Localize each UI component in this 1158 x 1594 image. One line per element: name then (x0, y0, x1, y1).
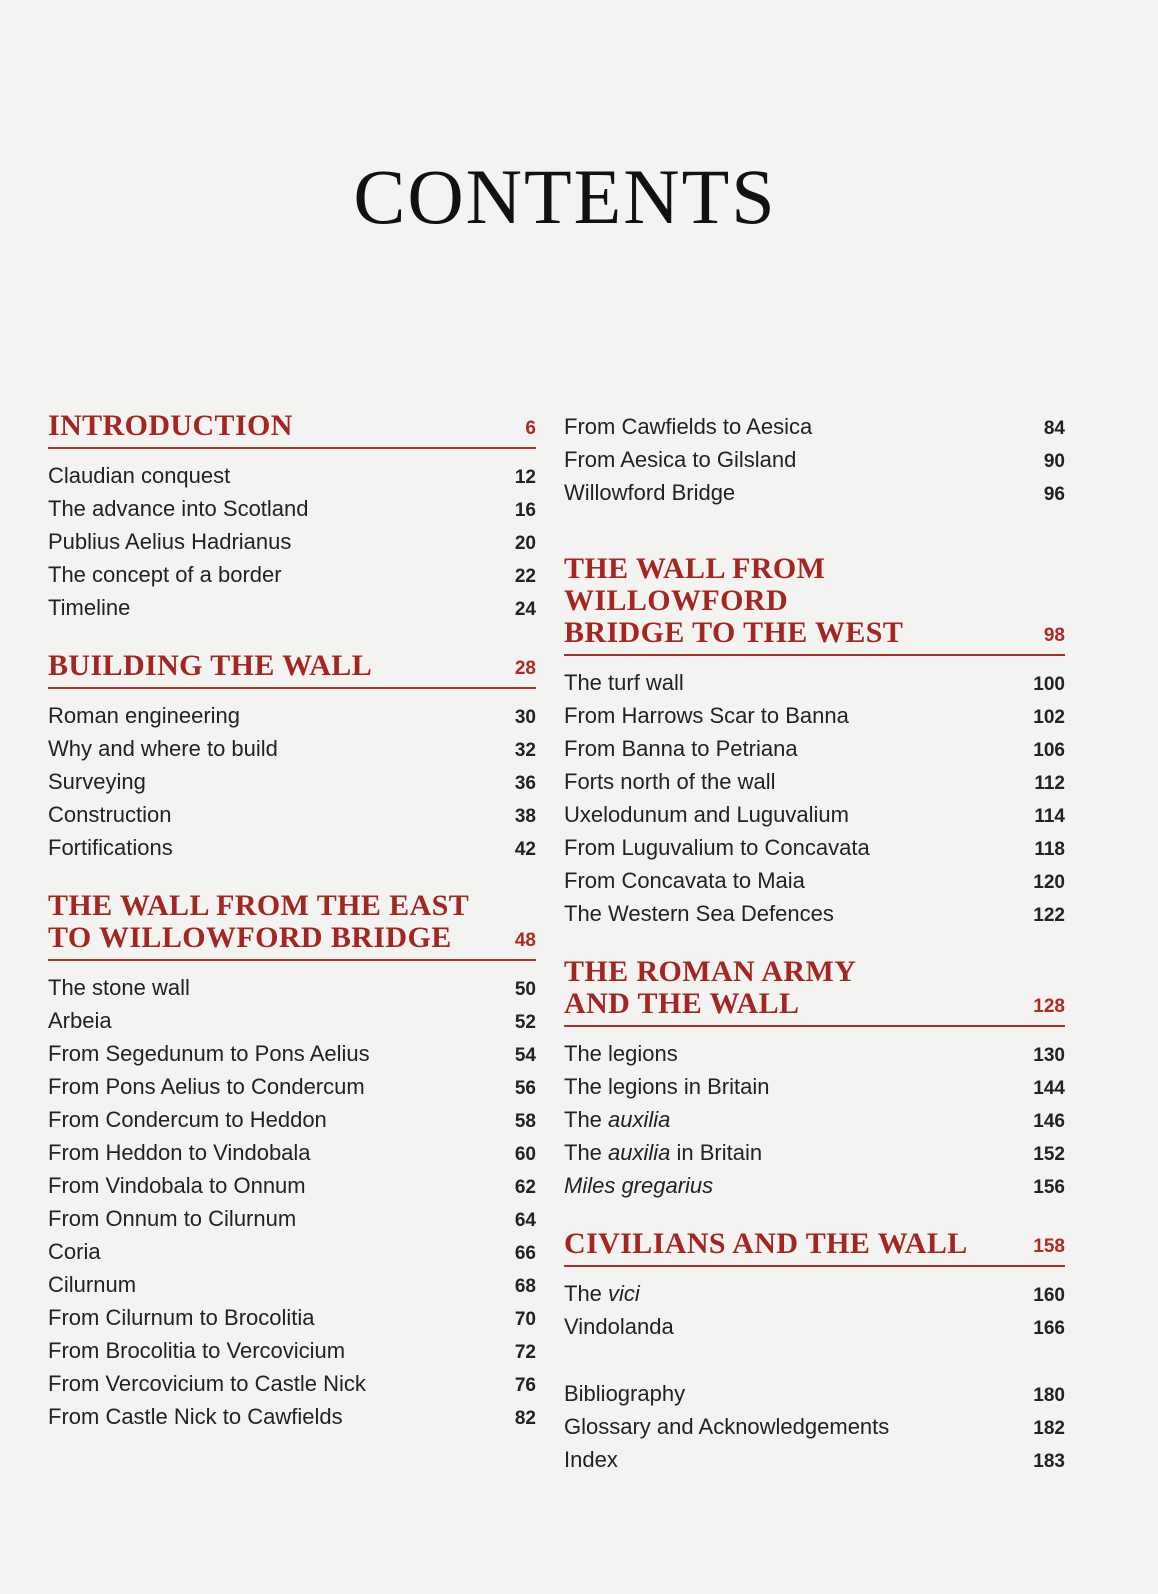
toc-entry (48, 525, 536, 558)
entry-page-number: 66 (514, 1243, 536, 1264)
toc-entry (48, 1136, 536, 1169)
entry-label (564, 1103, 670, 1136)
section-title-line: THE ROMAN ARMY (564, 955, 857, 988)
entry-label: From Condercum to Heddon (48, 1107, 327, 1132)
entry-page-number: 62 (514, 1177, 536, 1198)
entry-label: Cilurnum (48, 1272, 137, 1297)
toc-entry (564, 1136, 1065, 1169)
toc-section-building-the-wall (48, 650, 536, 864)
entry-label: From Castle Nick to Cawfields (48, 1404, 343, 1429)
toc-entry (48, 1301, 536, 1334)
toc-entry (564, 1277, 1065, 1310)
toc-entry (564, 1377, 1065, 1410)
entry-label: Uxelodunum and Luguvalium (564, 802, 849, 827)
entry-list (564, 666, 1065, 930)
entry-label: From Aesica to Gilsland (564, 447, 797, 472)
entry-label-prefix: The (564, 1107, 609, 1132)
toc-entry (48, 1169, 536, 1202)
entry-label: From Concavata to Maia (564, 868, 805, 893)
entry-label: The concept of a border (48, 562, 282, 587)
entry-page-number: 84 (1043, 418, 1065, 439)
entry-label: Glossary and Acknowledgements (564, 1414, 890, 1439)
toc-entry (48, 1334, 536, 1367)
section-title: BUILDING THE WALL (48, 649, 373, 682)
entry-page-number: 120 (1033, 872, 1065, 893)
toc-entry (564, 765, 1065, 798)
entry-page-number: 56 (514, 1078, 536, 1099)
entry-page-number: 52 (514, 1012, 536, 1033)
entry-page-number: 38 (514, 806, 536, 827)
toc-entry (564, 476, 1065, 509)
back-matter-list (564, 1377, 1065, 1476)
entry-page-number: 156 (1033, 1177, 1065, 1198)
entry-label-italic: vici (608, 1281, 640, 1306)
section-title-line: AND THE WALL (564, 987, 800, 1020)
entry-label-italic: auxilia (608, 1107, 671, 1132)
entry-page-number: 152 (1033, 1144, 1065, 1165)
entry-page-number: 102 (1033, 707, 1065, 728)
entry-label: Roman engineering (48, 703, 241, 728)
entry-page-number: 144 (1033, 1078, 1065, 1099)
toc-entry (48, 1202, 536, 1235)
toc-entry (564, 798, 1065, 831)
toc-entry (564, 1410, 1065, 1443)
entry-page-number: 166 (1033, 1318, 1065, 1339)
toc-entry (564, 699, 1065, 732)
entry-page-number: 68 (514, 1276, 536, 1297)
entry-label: Surveying (48, 769, 146, 794)
entry-page-number: 180 (1033, 1385, 1065, 1406)
entry-label (564, 1169, 713, 1202)
toc-entry (48, 1004, 536, 1037)
toc-section-civilians (564, 1228, 1065, 1343)
toc-entry (48, 798, 536, 831)
section-heading (48, 410, 536, 449)
entry-page-number: 54 (514, 1045, 536, 1066)
section-title: INTRODUCTION (48, 409, 293, 442)
entry-page-number: 70 (514, 1309, 536, 1330)
toc-entry (48, 591, 536, 624)
entry-page-number: 90 (1043, 451, 1065, 472)
entry-label: Why and where to build (48, 736, 278, 761)
entry-label: From Vindobala to Onnum (48, 1173, 306, 1198)
entry-page-number: 146 (1033, 1111, 1065, 1132)
toc-entry (564, 831, 1065, 864)
toc-entry (48, 1103, 536, 1136)
toc-entry (48, 1400, 536, 1433)
entry-label: Construction (48, 802, 172, 827)
toc-entry (564, 1070, 1065, 1103)
entry-label: From Luguvalium to Concavata (564, 835, 870, 860)
entry-label: The stone wall (48, 975, 190, 1000)
toc-entry (48, 831, 536, 864)
entry-label (564, 1277, 640, 1310)
section-title-line: THE WALL FROM THE EAST (48, 889, 470, 922)
entry-label-prefix: The (564, 1140, 609, 1165)
toc-section-wall-willowford-to-west (564, 553, 1065, 930)
toc-left-column (48, 410, 536, 1459)
section-heading (48, 650, 536, 689)
entry-label: From Cawfields to Aesica (564, 414, 813, 439)
entry-label: Coria (48, 1239, 101, 1264)
entry-label: Timeline (48, 595, 131, 620)
entry-label (564, 1136, 762, 1169)
entry-page-number: 96 (1043, 484, 1065, 505)
page-title: CONTENTS (353, 153, 777, 240)
entry-page-number: 100 (1033, 674, 1065, 695)
entry-label: Bibliography (564, 1381, 686, 1406)
entry-page-number: 160 (1033, 1285, 1065, 1306)
entry-list (48, 459, 536, 624)
section-heading (564, 1228, 1065, 1267)
entry-label: Forts north of the wall (564, 769, 776, 794)
section-title (48, 890, 469, 954)
toc-entry (564, 1037, 1065, 1070)
entry-page-number: 183 (1033, 1451, 1065, 1472)
section-title-line: TO WILLOWFORD BRIDGE (48, 921, 452, 954)
entry-list (564, 1037, 1065, 1202)
toc-entry (564, 1310, 1065, 1343)
entry-label: Index (564, 1447, 618, 1472)
entry-page-number: 122 (1033, 905, 1065, 926)
entry-page-number: 72 (514, 1342, 536, 1363)
entry-label-prefix: The (564, 1281, 609, 1306)
entry-label: From Cilurnum to Brocolitia (48, 1305, 315, 1330)
entry-label: From Segedunum to Pons Aelius (48, 1041, 370, 1066)
entry-page-number: 12 (514, 467, 536, 488)
entry-page-number: 36 (514, 773, 536, 794)
entry-label: The turf wall (564, 670, 684, 695)
toc-entry (48, 971, 536, 1004)
entry-label: From Onnum to Cilurnum (48, 1206, 297, 1231)
entry-label: The Western Sea Defences (564, 901, 834, 926)
section-title-line: BRIDGE TO THE WEST (564, 616, 904, 649)
entry-label: From Vercovicium to Castle Nick (48, 1371, 366, 1396)
toc-section-roman-army (564, 956, 1065, 1202)
toc-entry (48, 459, 536, 492)
section-page-number: 6 (525, 418, 536, 439)
entry-label: The advance into Scotland (48, 496, 309, 521)
toc-entry (564, 1169, 1065, 1202)
toc-section-wall-east-to-willowford (48, 890, 536, 1433)
entry-page-number: 64 (514, 1210, 536, 1231)
section-title (564, 956, 856, 1020)
entry-list (48, 971, 536, 1433)
entry-page-number: 58 (514, 1111, 536, 1132)
toc-entry (564, 410, 1065, 443)
entry-label: Arbeia (48, 1008, 112, 1033)
entry-list (564, 1277, 1065, 1343)
entry-page-number: 82 (514, 1408, 536, 1429)
toc-entry (564, 1103, 1065, 1136)
toc-entry (48, 1268, 536, 1301)
toc-entry (48, 732, 536, 765)
entry-page-number: 130 (1033, 1045, 1065, 1066)
toc-entry (48, 558, 536, 591)
toc-entry (564, 1443, 1065, 1476)
entry-label: From Banna to Petriana (564, 736, 798, 761)
entry-page-number: 106 (1033, 740, 1065, 761)
toc-entry (564, 732, 1065, 765)
toc-right-column (564, 410, 1065, 1476)
section-heading (48, 890, 536, 961)
section-heading (564, 956, 1065, 1027)
entry-label: Publius Aelius Hadrianus (48, 529, 292, 554)
section-heading (564, 553, 1065, 656)
toc-section-introduction (48, 410, 536, 624)
toc-entry (48, 699, 536, 732)
section-page-number: 128 (1033, 996, 1065, 1017)
entry-label: The legions in Britain (564, 1074, 770, 1099)
continued-entry-list (564, 410, 1065, 509)
entry-label: From Brocolitia to Vercovicium (48, 1338, 346, 1363)
toc-entry (48, 1070, 536, 1103)
toc-entry (564, 864, 1065, 897)
section-page-number: 98 (1043, 625, 1065, 646)
entry-label: From Harrows Scar to Banna (564, 703, 849, 728)
entry-page-number: 22 (514, 566, 536, 587)
entry-label: Fortifications (48, 835, 173, 860)
entry-page-number: 20 (514, 533, 536, 554)
entry-label: From Heddon to Vindobala (48, 1140, 311, 1165)
entry-page-number: 60 (514, 1144, 536, 1165)
toc-entry (564, 443, 1065, 476)
toc-entry (564, 897, 1065, 930)
section-page-number: 48 (514, 930, 536, 951)
toc-entry (48, 1037, 536, 1070)
toc-entry (564, 666, 1065, 699)
section-page-number: 158 (1033, 1236, 1065, 1257)
entry-page-number: 16 (514, 500, 536, 521)
toc-entry (48, 492, 536, 525)
entry-label: Willowford Bridge (564, 480, 736, 505)
entry-label: Vindolanda (564, 1314, 674, 1339)
toc-entry (48, 1367, 536, 1400)
section-title (564, 553, 1044, 649)
entry-page-number: 30 (514, 707, 536, 728)
entry-label-italic: Miles gregarius (564, 1173, 714, 1198)
section-page-number: 28 (514, 658, 536, 679)
entry-page-number: 112 (1034, 773, 1065, 794)
toc-entry (48, 1235, 536, 1268)
entry-page-number: 32 (514, 740, 536, 761)
entry-page-number: 42 (514, 839, 536, 860)
section-title: CIVILIANS AND THE WALL (564, 1227, 968, 1260)
entry-label: Claudian conquest (48, 463, 231, 488)
section-title-line: THE WALL FROM WILLOWFORD (564, 552, 826, 617)
entry-label: The legions (564, 1041, 678, 1066)
entry-page-number: 182 (1033, 1418, 1065, 1439)
entry-label-italic: auxilia (608, 1140, 671, 1165)
spacer (564, 1369, 1065, 1377)
entry-page-number: 118 (1034, 839, 1065, 860)
toc-entry (48, 765, 536, 798)
entry-label-suffix: in Britain (670, 1140, 763, 1165)
entry-page-number: 76 (514, 1375, 536, 1396)
spacer (564, 509, 1065, 553)
entry-page-number: 50 (514, 979, 536, 1000)
entry-page-number: 24 (514, 599, 536, 620)
entry-page-number: 114 (1034, 806, 1065, 827)
entry-label: From Pons Aelius to Condercum (48, 1074, 365, 1099)
entry-list (48, 699, 536, 864)
